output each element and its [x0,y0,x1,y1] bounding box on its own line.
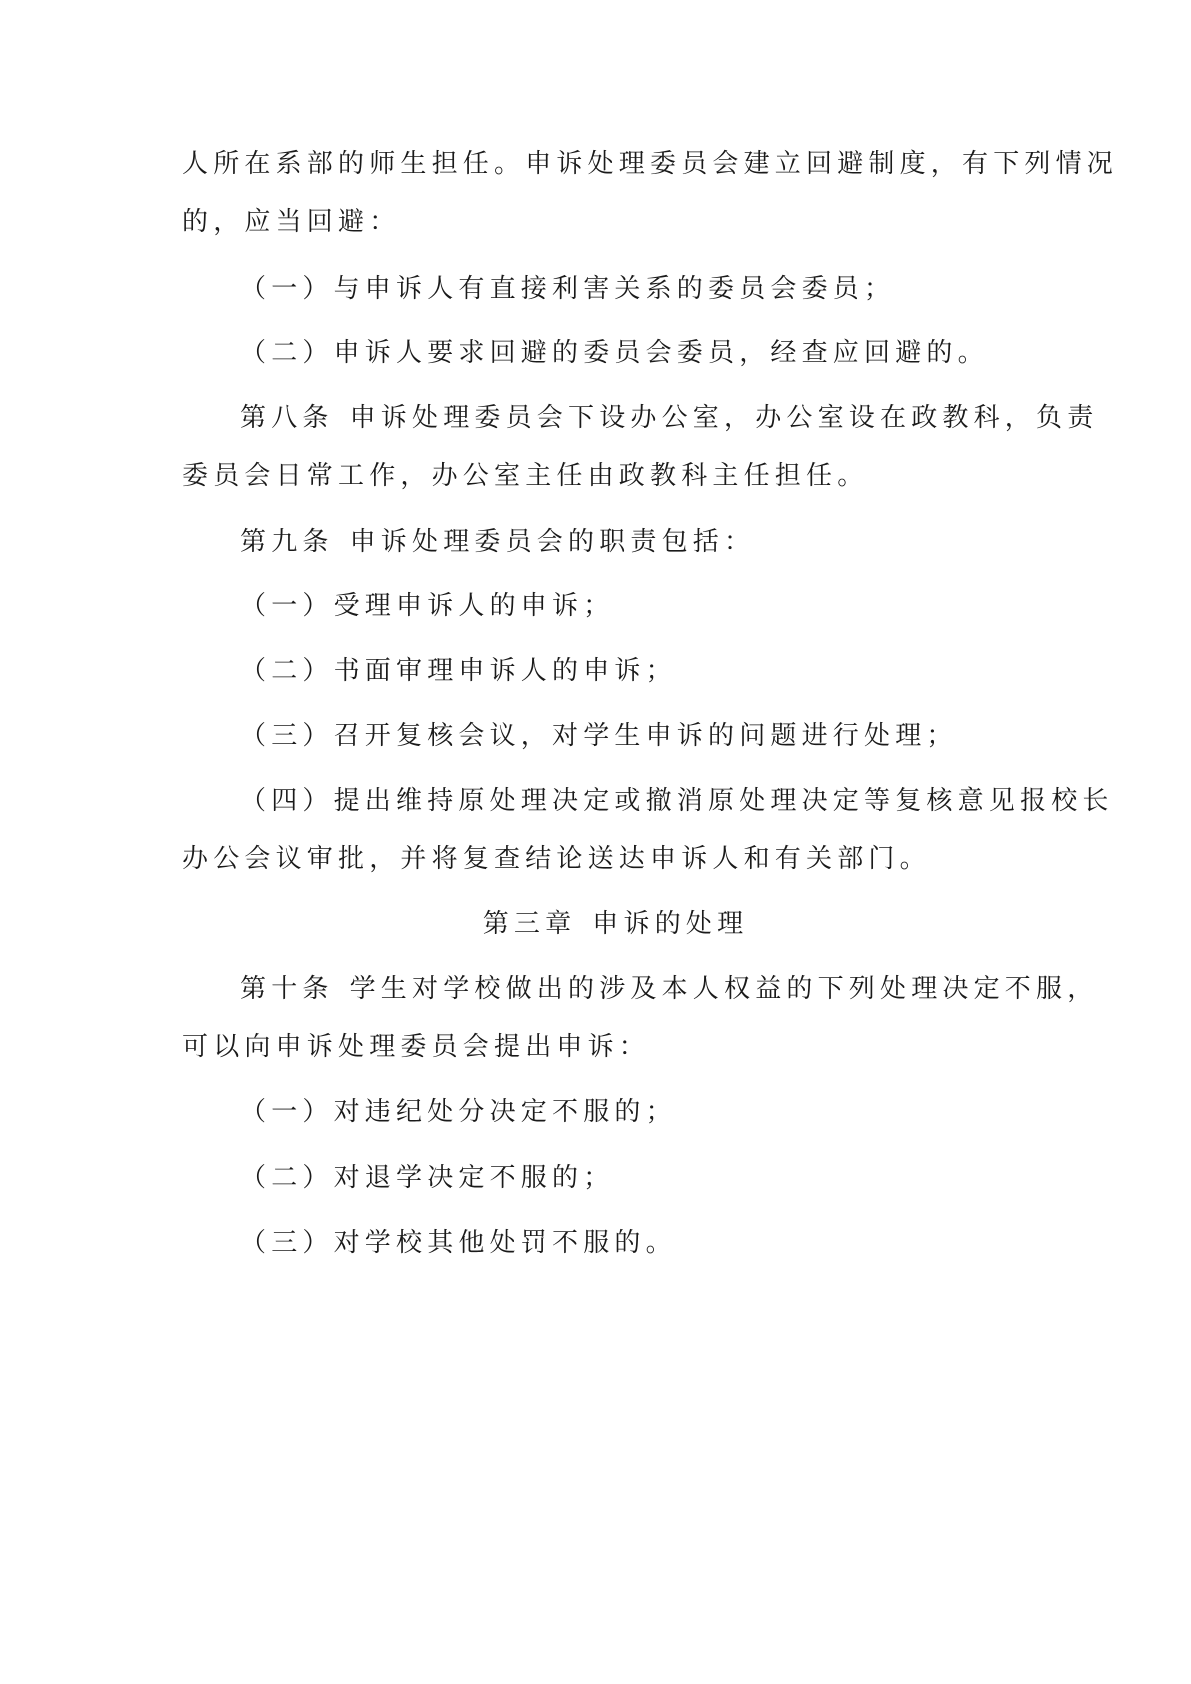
article-10-line [240,973,1098,1005]
paragraph-line: 的，应当回避： [182,207,401,237]
article-8-text: 申诉处理委员会下设办公室，办公室设在政教科，负责 [349,403,1099,433]
appeal-list-item: （三）对学校其他处罚不服的。 [240,1228,677,1258]
appeal-list-item: （二）对退学决定不服的； [240,1163,615,1193]
article-10-label: 第十条 [240,974,334,1004]
article-9-text: 申诉处理委员会的职责包括： [349,527,756,557]
chapter-title: 申诉的处理 [592,909,749,939]
duty-list-item: （四）提出维持原处理决定或撤消原处理决定等复核意见报校长 [240,786,1114,816]
duty-list-item: （二）书面审理申诉人的申诉； [240,656,677,686]
appeal-list-item: （一）对违纪处分决定不服的； [240,1097,677,1127]
article-10-text: 学生对学校做出的涉及本人权益的下列处理决定不服， [349,974,1099,1004]
article-8-line [240,402,1098,434]
duty-list-item: （一）受理申诉人的申诉； [240,591,615,621]
article-8-label: 第八条 [240,403,334,433]
article-10-continuation: 可以向申诉处理委员会提出申诉： [182,1032,651,1062]
avoid-list-item: （二）申诉人要求回避的委员会委员，经查应回避的。 [240,338,989,368]
chapter-heading [0,908,1191,940]
article-9-label: 第九条 [240,527,334,557]
avoid-list-item: （一）与申诉人有直接利害关系的委员会委员； [240,274,896,304]
duty-list-item-continuation: 办公会议审批，并将复查结论送达申诉人和有关部门。 [182,844,931,874]
paragraph-line: 人所在系部的师生担任。申诉处理委员会建立回避制度，有下列情况 [182,149,1119,179]
article-8-continuation: 委员会日常工作，办公室主任由政教科主任担任。 [182,461,869,491]
duty-list-item: （三）召开复核会议，对学生申诉的问题进行处理； [240,721,958,751]
article-9-line [240,526,755,558]
chapter-label: 第三章 [482,909,577,939]
